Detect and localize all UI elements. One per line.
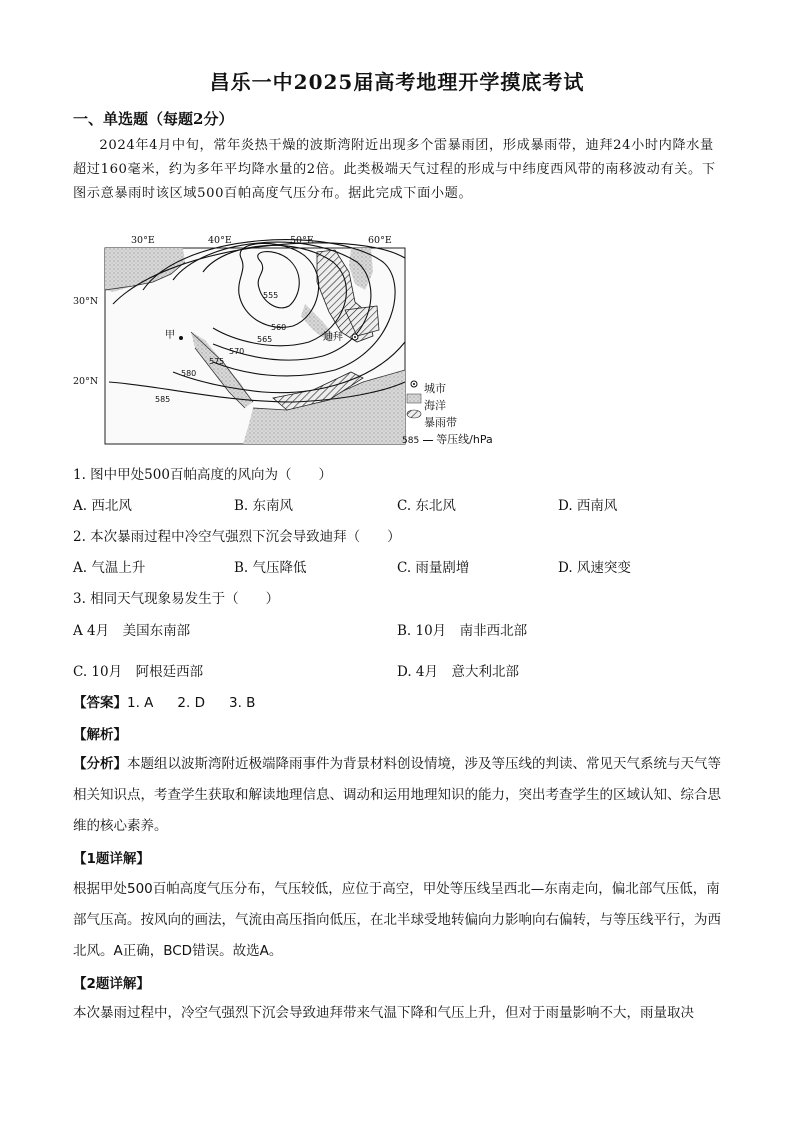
q2-option-c[interactable]: C. 雨量剧增 — [397, 560, 470, 576]
question-3-stem: 3. 相同天气现象易发生于（ ） — [73, 591, 280, 607]
detail-1-text: 根据甲处500百帕高度气压分布，气压较低，应位于高空，甲处等压线呈西北—东南走向，偏北部气压低，南部气压高。按风向的画法，气流由高压指向低压，在北半球受地转偏向力影响向右偏转，与等压线平行，为西北风。A正确，BCD错误。故选A。 — [73, 881, 721, 959]
q3-option-c[interactable]: C. 10月 阿根廷西部 — [73, 664, 204, 680]
lon-label-40e: 40°E — [208, 235, 232, 246]
lat-label-30n: 30°N — [73, 296, 99, 307]
legend-sea-swatch — [407, 394, 421, 403]
fenxi-paragraph — [73, 749, 723, 842]
isobar-label-560: 560 — [271, 323, 287, 332]
page-title: 昌乐一中2025届高考地理开学摸底考试 — [209, 70, 585, 94]
place-dubai-label: 迪拜 — [323, 332, 343, 343]
fenxi-text: 本题组以波斯湾附近极端降雨事件为背景材料创设情境，涉及等压线的判读、常见天气系统与天气等相关知识点，考查学生获取和解读地理信息、调动和运用地理知识的能力，突出考查学生的区域认知、综合思维的核心素养。 — [73, 756, 721, 834]
legend-rainstorm-label: 暴雨带 — [424, 416, 457, 429]
answer-3: 3. B — [229, 695, 256, 711]
answer-label: 【答案】 — [73, 695, 127, 711]
q2-option-a[interactable]: A. 气温上升 — [73, 560, 146, 576]
analysis-label: 【解析】 — [73, 727, 127, 743]
pressure-map — [73, 232, 423, 450]
q3-option-b[interactable]: B. 10月 南非西北部 — [397, 623, 528, 639]
isobar-label-585: 585 — [155, 395, 171, 404]
answer-2: 2. D — [177, 695, 205, 711]
legend-isobar-label: 等压线/hPa — [436, 433, 493, 446]
answer-1: 1. A — [127, 695, 154, 711]
legend-labels — [402, 380, 493, 450]
q1-option-a[interactable]: A. 西北风 — [73, 498, 132, 514]
place-jia-marker — [179, 336, 183, 340]
q1-option-d[interactable]: D. 西南风 — [558, 498, 618, 514]
intro-paragraph: 2024年4月中旬，常年炎热干燥的波斯湾附近出现多个雷暴雨团，形成暴雨带，迪拜24小时内降水量超过160毫米，约为多年平均降水量的2倍。此类极端天气过程的形成与中纬度西风带的南移波动有关。下图示意暴雨时该区域500百帕高度气压分布。据此完成下面小题。 — [73, 138, 716, 201]
isobar-label-565: 565 — [257, 335, 273, 344]
lat-label-20n: 20°N — [73, 376, 99, 387]
question-2-stem: 2. 本次暴雨过程中冷空气强烈下沉会导致迪拜（ ） — [73, 529, 401, 545]
legend-city-label: 城市 — [424, 382, 446, 395]
isobar-label-580: 580 — [181, 369, 197, 378]
map-legend — [407, 381, 421, 418]
q2-option-b[interactable]: B. 气压降低 — [234, 560, 307, 576]
fenxi-label: 【分析】 — [73, 756, 127, 772]
detail-2-label: 【2题详解】 — [73, 976, 150, 992]
legend-isobar-row — [402, 431, 493, 450]
legend-isobar-value: 585 — [402, 436, 420, 446]
q1-option-b[interactable]: B. 东南风 — [234, 498, 294, 514]
q2-option-d[interactable]: D. 风速突变 — [558, 560, 631, 576]
detail-1-label: 【1题详解】 — [73, 851, 150, 867]
lon-label-30e: 30°E — [131, 235, 155, 246]
isobar-label-570: 570 — [229, 347, 245, 356]
q3-option-a[interactable]: A 4月 美国东南部 — [73, 623, 191, 639]
legend-sea-label: 海洋 — [424, 399, 446, 412]
legend-rainstorm-swatch — [407, 410, 421, 418]
q1-option-c[interactable]: C. 东北风 — [397, 498, 456, 514]
q3-option-d[interactable]: D. 4月 意大利北部 — [397, 664, 520, 680]
isobar-label-555: 555 — [263, 291, 279, 300]
answer-line — [73, 691, 279, 711]
isobar-label-575: 575 — [209, 357, 225, 366]
lon-label-50e: 50°E — [290, 235, 314, 246]
question-1-stem: 1. 图中甲处500百帕高度的风向为（ ） — [73, 467, 332, 483]
lon-label-60e: 60°E — [368, 235, 392, 246]
place-jia-label: 甲 — [165, 330, 175, 341]
section-heading: 一、单选题（每题2分） — [73, 110, 234, 128]
detail-2-text: 本次暴雨过程中，冷空气强烈下沉会导致迪拜带来气温下降和气压上升，但对于雨量影响不大，雨量取决 — [73, 1005, 694, 1021]
